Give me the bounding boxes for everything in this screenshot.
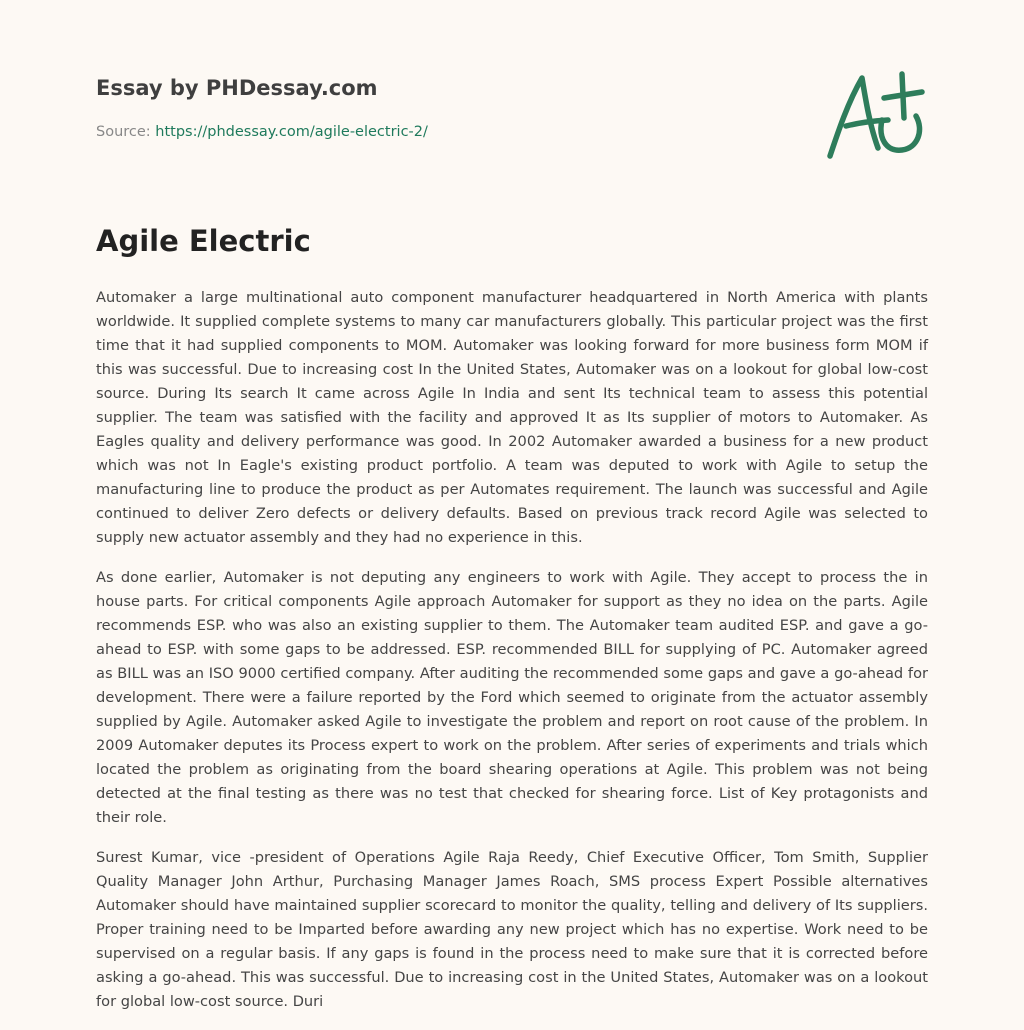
source-line: [96, 124, 428, 140]
essay-paragraph: As done earlier, Automaker is not deputing any engineers to work with Agile. They accept to process the in house parts. For critical components Agile approach Automaker for support as they no idea on the parts. Agile recommends ESP. who was also an existing supplier to them. The Automaker team audited ESP. and gave a go-ahead to ESP. with some gaps to be addressed. ESP. recommended BILL for supplying of PC. Automaker agreed as BILL was an ISO 9000 certified company. After auditing the recommended some gaps and gave a go-ahead for development. There were a failure reported by the Ford which seemed to originate from the actuator assembly supplied by Agile. Automaker asked Agile to investigate the problem and report on root cause of the problem. In 2009 Automaker deputes its Process expert to work on the problem. After series of experiments and trials which located the problem as originating from the board shearing operations at Agile. This problem was not being detected at the final testing as there was no test that checked for shearing force. List of Key protagonists and their role.: [96, 569, 928, 826]
site-brand: Essay by PHDessay.com: [96, 76, 378, 100]
essay-body: [96, 286, 928, 1030]
essay-title: Agile Electric: [96, 224, 311, 258]
essay-paragraph: Automaker a large multinational auto component manufacturer headquartered in North America with plants worldwide. It supplied complete systems to many car manufacturers globally. This particular project was the first time that it had supplied components to MOM. Automaker was looking forward for more business form MOM if this was successful. Due to increasing cost In the United States, Automaker was on a lookout for global low-cost source. During Its search It came across Agile In India and sent Its technical team to assess this potential supplier. The team was satisfied with the facility and approved It as Its supplier of motors to Automaker. As Eagles quality and delivery performance was good. In 2002 Automaker awarded a business for a new product which was not In Eagle's existing product portfolio. A team was deputed to work with Agile to setup the manufacturing line to produce the product as per Automates requirement. The launch was successful and Agile continued to deliver Zero defects or delivery defaults. Based on previous track record Agile was selected to supply new actuator assembly and they had no experience in this.: [96, 289, 928, 546]
essay-paragraph: Surest Kumar, vice -president of Operations Agile Raja Reedy, Chief Executive Officer, Tom Smith, Supplier Quality Manager John Arthur, Purchasing Manager James Roach, SMS process Expert Possible alternatives Automaker should have maintained supplier scorecard to monitor the quality, telling and delivery of Its suppliers. Proper training need to be Imparted before awarding any new project which has no expertise. Work need to be supervised on a regular basis. If any gaps is found in the process need to make sure that it is corrected before asking a go-ahead. This was successful. Due to increasing cost in the United States, Automaker was on a lookout for global low-cost source. Duri: [96, 849, 928, 1010]
source-label: Source:: [96, 124, 156, 140]
source-link[interactable]: https://phdessay.com/agile-electric-2/: [155, 124, 428, 140]
a-plus-grade-logo: [822, 68, 932, 164]
